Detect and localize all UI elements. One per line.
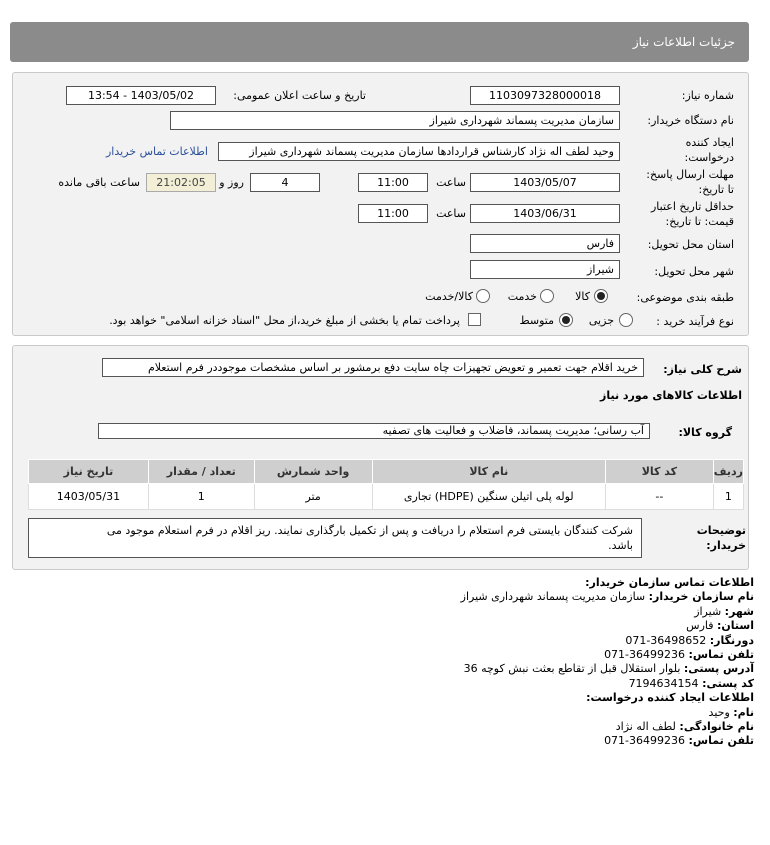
- page-title: جزئیات اطلاعات نیاز: [632, 35, 735, 49]
- cell-name: لوله پلی اتیلن سنگین (HDPE) تجاری: [372, 484, 606, 510]
- col-header-unit: واحد شمارش: [254, 460, 372, 484]
- col-header-quantity: تعداد / مقدار: [148, 460, 254, 484]
- payment-note: پرداخت تمام یا بخشی از مبلغ خرید،از محل "اسناد خزانه اسلامی" خواهد بود.: [109, 314, 460, 327]
- process-minor-radio[interactable]: [619, 313, 633, 327]
- city-label: شهر محل تحویل:: [654, 265, 734, 278]
- need-number-field[interactable]: 1103097328000018: [470, 86, 620, 105]
- days-label: روز و: [219, 176, 244, 189]
- validity-date-field[interactable]: 1403/06/31: [470, 204, 620, 223]
- creator-title: اطلاعات ایجاد کننده درخواست:: [586, 691, 754, 705]
- announce-label: تاریخ و ساعت اعلان عمومی:: [233, 89, 366, 102]
- treasury-checkbox[interactable]: [468, 313, 481, 326]
- summary-label: شرح کلی نیاز:: [663, 363, 742, 376]
- province-field[interactable]: فارس: [470, 234, 620, 253]
- contact-org: نام سازمان خریدار: سازمان مدیریت پسماند شهرداری شیراز: [460, 590, 754, 604]
- deadline-date-field[interactable]: 1403/05/07: [470, 173, 620, 192]
- contact-postal: کد پستی: 7194634154: [628, 676, 754, 690]
- notes-label-1: توضیحات: [696, 524, 746, 537]
- validity-label-1: حداقل تاریخ اعتبار: [650, 200, 734, 213]
- city-field[interactable]: شیراز: [470, 260, 620, 279]
- cell-date: 1403/05/31: [29, 484, 149, 510]
- contact-address: آدرس پستی: بلوار استقلال قبل از تقاطع بعثت نبش کوچه 36: [463, 662, 754, 676]
- cell-code: --: [606, 484, 714, 510]
- contact-fax: دورنگار: 071-36498652: [625, 633, 754, 647]
- summary-field[interactable]: خرید اقلام جهت تعمیر و تعویض تجهیزات چاه سایت دفع برمشور بر اساس مشخصات موجوددر فرم استعلام: [102, 358, 644, 377]
- deadline-label-2: تا تاریخ:: [698, 183, 734, 196]
- contact-title: اطلاعات تماس سازمان خریدار:: [585, 576, 754, 589]
- col-header-name: نام کالا: [372, 460, 606, 484]
- goods-group-label: گروه کالا:: [678, 426, 732, 439]
- validity-label-2: قیمت: تا تاریخ:: [665, 215, 734, 228]
- process-medium-label: متوسط: [519, 314, 554, 327]
- category-goods-radio[interactable]: [594, 289, 608, 303]
- buyer-org-field[interactable]: سازمان مدیریت پسماند شهرداری شیراز: [170, 111, 620, 130]
- creator-field[interactable]: وحید لطف اله نژاد کارشناس قراردادها سازمان مدیریت پسماند شهرداری شیراز: [218, 142, 620, 161]
- table-row[interactable]: [29, 484, 744, 510]
- buyer-org-label: نام دستگاه خریدار:: [647, 114, 734, 127]
- contact-buyer-link[interactable]: اطلاعات تماس خریدار: [106, 145, 208, 158]
- category-service-label: خدمت: [507, 290, 537, 303]
- deadline-time-label: ساعت: [436, 176, 466, 189]
- col-header-date: تاریخ نیاز: [29, 460, 149, 484]
- creator-label-1: ایجاد کننده: [685, 136, 734, 149]
- notes-line-2: باشد.: [608, 539, 633, 552]
- remaining-time-badge: 21:02:05: [146, 173, 216, 192]
- table-header-row: [29, 460, 744, 484]
- goods-group-field[interactable]: آب رسانی؛ مدیریت پسماند، فاضلاب و فعالیت های تصفیه: [98, 423, 650, 439]
- creator-last-name: نام خانوادگی: لطف اله نژاد: [615, 720, 754, 734]
- contact-phone: تلفن تماس: 071-36499236: [604, 648, 754, 662]
- cell-quantity: 1: [148, 484, 254, 510]
- process-medium-radio[interactable]: [559, 313, 573, 327]
- category-both-radio[interactable]: [476, 289, 490, 303]
- cell-unit: متر: [254, 484, 372, 510]
- notes-label-2: خریدار:: [706, 539, 746, 552]
- category-goods-label: کالا: [575, 290, 590, 303]
- cell-row-number: 1: [713, 484, 743, 510]
- goods-section-title: اطلاعات کالاهای مورد نیاز: [600, 389, 742, 402]
- deadline-time-field[interactable]: 11:00: [358, 173, 428, 192]
- announce-field[interactable]: 1403/05/02 - 13:54: [66, 86, 216, 105]
- days-field[interactable]: 4: [250, 173, 320, 192]
- contact-info: [34, 576, 754, 749]
- deadline-label-1: مهلت ارسال پاسخ:: [646, 168, 734, 181]
- validity-time-field[interactable]: 11:00: [358, 204, 428, 223]
- process-minor-label: جزیی: [588, 314, 614, 327]
- col-header-row-number: ردیف: [713, 460, 743, 484]
- creator-first-name: نام: وحید: [708, 705, 754, 719]
- remaining-time-label: ساعت باقی مانده: [58, 176, 140, 189]
- notes-line-1: شرکت کنندگان بایستی فرم استعلام را دریافت و پس از تکمیل بارگذاری نمایند. ریز اقلام در فرم استعلام موجود می: [106, 524, 633, 537]
- contact-province: استان: فارس: [686, 619, 754, 633]
- category-both-label: کالا/خدمت: [425, 290, 473, 303]
- items-table-wrap: [28, 459, 744, 510]
- notes-box: [28, 518, 642, 558]
- items-table: [28, 459, 744, 510]
- creator-phone: تلفن تماس: 071-36499236: [604, 734, 754, 748]
- creator-label-2: درخواست:: [684, 151, 734, 164]
- process-label: نوع فرآیند خرید :: [656, 315, 734, 328]
- category-label: طبقه بندی موضوعی:: [636, 291, 734, 304]
- col-header-code: کد کالا: [606, 460, 714, 484]
- contact-city: شهر: شیراز: [694, 604, 754, 618]
- category-service-radio[interactable]: [540, 289, 554, 303]
- page-header: [10, 22, 749, 62]
- province-label: استان محل تحویل:: [647, 238, 734, 251]
- need-number-label: شماره نیاز:: [681, 89, 734, 102]
- validity-time-label: ساعت: [436, 207, 466, 220]
